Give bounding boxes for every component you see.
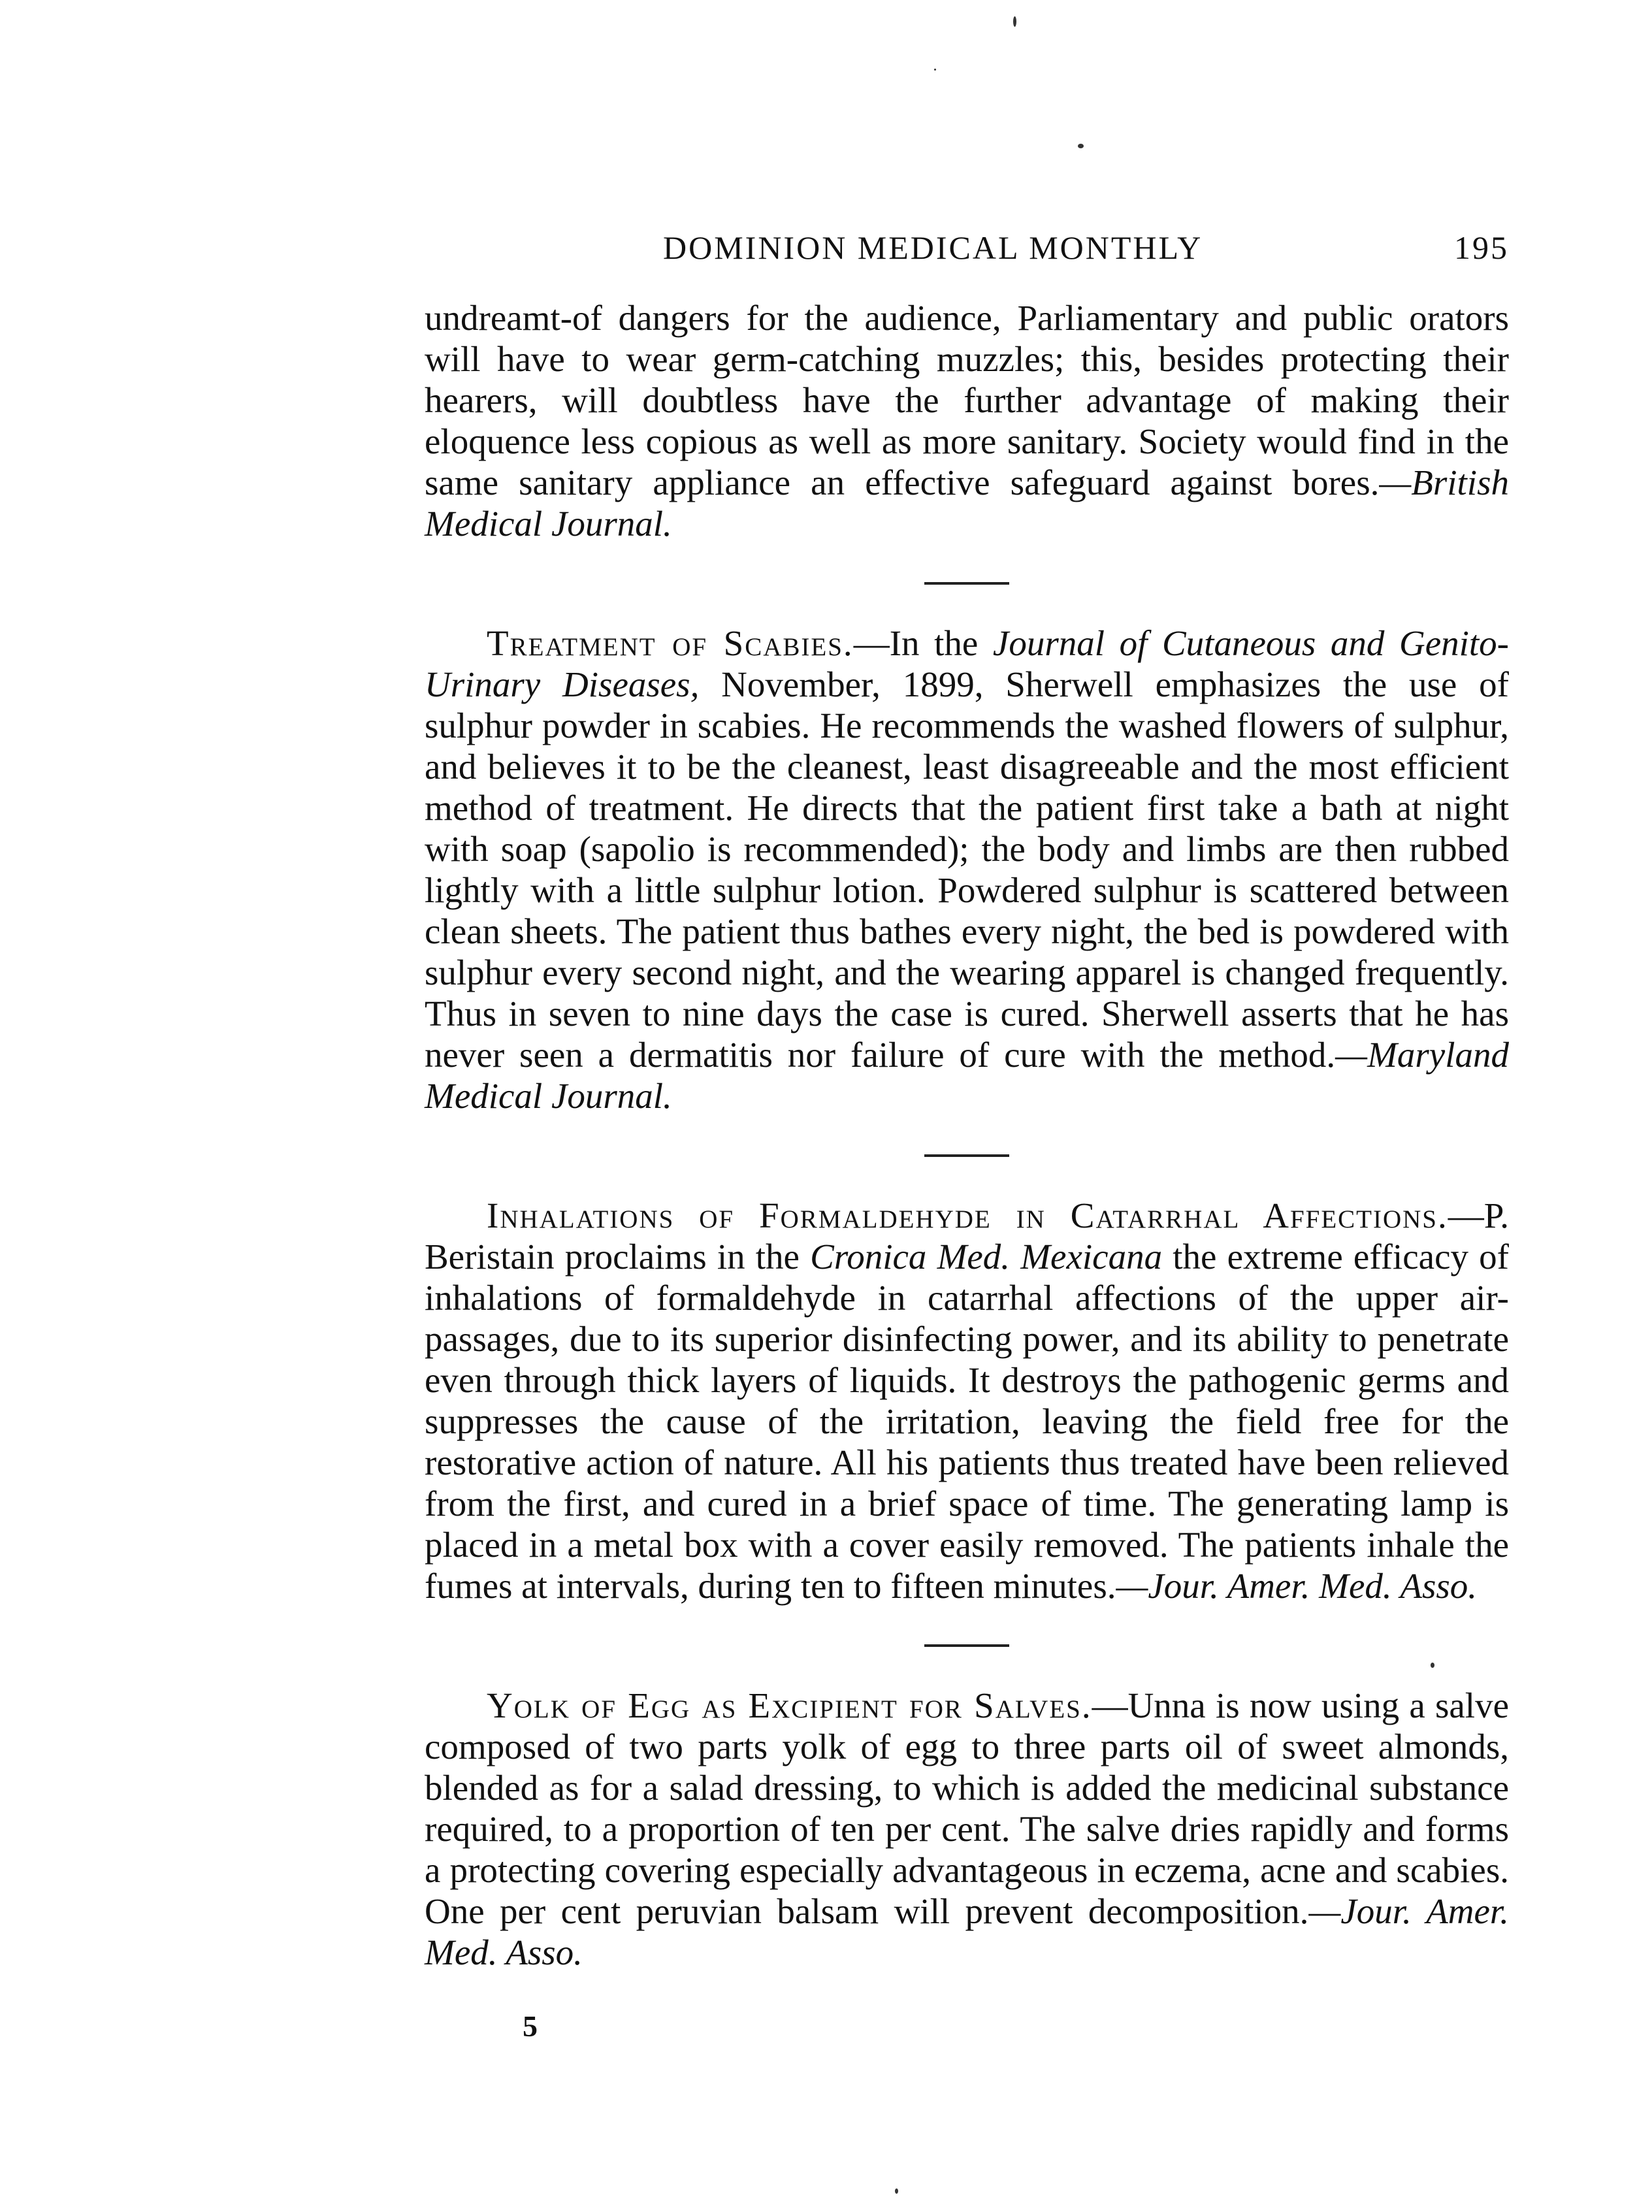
paragraph-text: —P. Beristain proclaims in the	[425, 1195, 1509, 1277]
paragraph-text: the extreme efficacy of inhalations of formaldehyde in catarrhal affections of the upper air-passages, due to its superior disinfecting power, and its ability to penetrate even through thick layers of liquids. It destroys the pathogenic germs and suppresses the cause of the irritation, leaving the field free for the restorative action of nature. All his patients thus treated have been relieved from the first, and cured in a brief space of time. The generating lamp is placed in a metal box with a cover easily removed. The patients inhale the fumes at intervals, during ten to fifteen minutes.	[425, 1237, 1509, 1606]
section-divider	[924, 1644, 1009, 1647]
section-divider	[924, 582, 1009, 585]
signature-mark: 5	[523, 2009, 538, 2043]
section-heading: Inhalations of Formaldehyde in Catarrhal Affections.	[487, 1195, 1448, 1235]
source-citation: —Maryland Medical Journal.	[425, 1035, 1509, 1116]
journal-reference: Journal of Cutaneous and Genito-Urinary Diseases,	[425, 623, 1509, 704]
paragraph-text: —In the	[853, 623, 993, 663]
paragraph-text: undreamt-of dangers for the audience, Parliamentary and public orators will have to wear germ-catching muzzles; this, besides protecting their hearers, will doubtless have the further advantage of making their eloquence less copious as well as more sanitary. Society would find in the same sanitary appliance an effective safeguard against bores.	[425, 298, 1509, 502]
paragraph-formaldehyde	[425, 1195, 1509, 1606]
source-citation: —Jour. Amer. Med. Asso.	[425, 1891, 1509, 1972]
scan-speck	[934, 69, 936, 71]
paragraph-yolk-of-egg	[425, 1685, 1509, 1973]
paragraph-muzzles	[425, 297, 1509, 544]
section-divider	[924, 1154, 1009, 1157]
scan-speck	[1078, 144, 1084, 148]
journal-reference: Cronica Med. Mexicana	[810, 1237, 1163, 1277]
section-heading: Yolk of Egg as Excipient for Salves.	[487, 1685, 1092, 1725]
section-heading: Treatment of Scabies.	[487, 623, 854, 663]
source-citation: —British Medical Journal.	[425, 463, 1509, 544]
scan-speck	[895, 2188, 898, 2194]
journal-title: DOMINION MEDICAL MONTHLY	[663, 229, 1203, 266]
paragraph-scabies	[425, 623, 1509, 1116]
running-header	[425, 216, 1509, 268]
paragraph-text: —Unna is now using a salve composed of two parts yolk of egg to three parts oil of sweet almonds, blended as for a salad dressing, to which is added the medicinal substance required, to a proportion of ten per cent. The salve dries rapidly and forms a protecting covering especially advantageous in eczema, acne and scabies. One per cent peruvian balsam will prevent decomposition.	[425, 1685, 1509, 1931]
source-citation: —Jour. Amer. Med. Asso.	[1116, 1566, 1478, 1606]
page-number: 195	[1454, 229, 1509, 266]
scan-speck	[1013, 16, 1016, 27]
paragraph-text: November, 1899, Sherwell emphasizes the use of sulphur powder in scabies. He recommends the washed flowers of sulphur, and believes it to be the cleanest, least disagreeable and the most efficient method of treatment. He directs that the patient first take a bath at night with soap (sapolio is recommended); the body and limbs are then rubbed lightly with a little sulphur lotion. Powdered sulphur is scattered between clean sheets. The patient thus bathes every night, the bed is powdered with sulphur every second night, and the wearing apparel is changed frequently. Thus in seven to nine days the case is cured. Sherwell asserts that he has never seen a dermatitis nor failure of cure with the method.	[425, 664, 1509, 1075]
article-body	[425, 297, 1509, 1973]
